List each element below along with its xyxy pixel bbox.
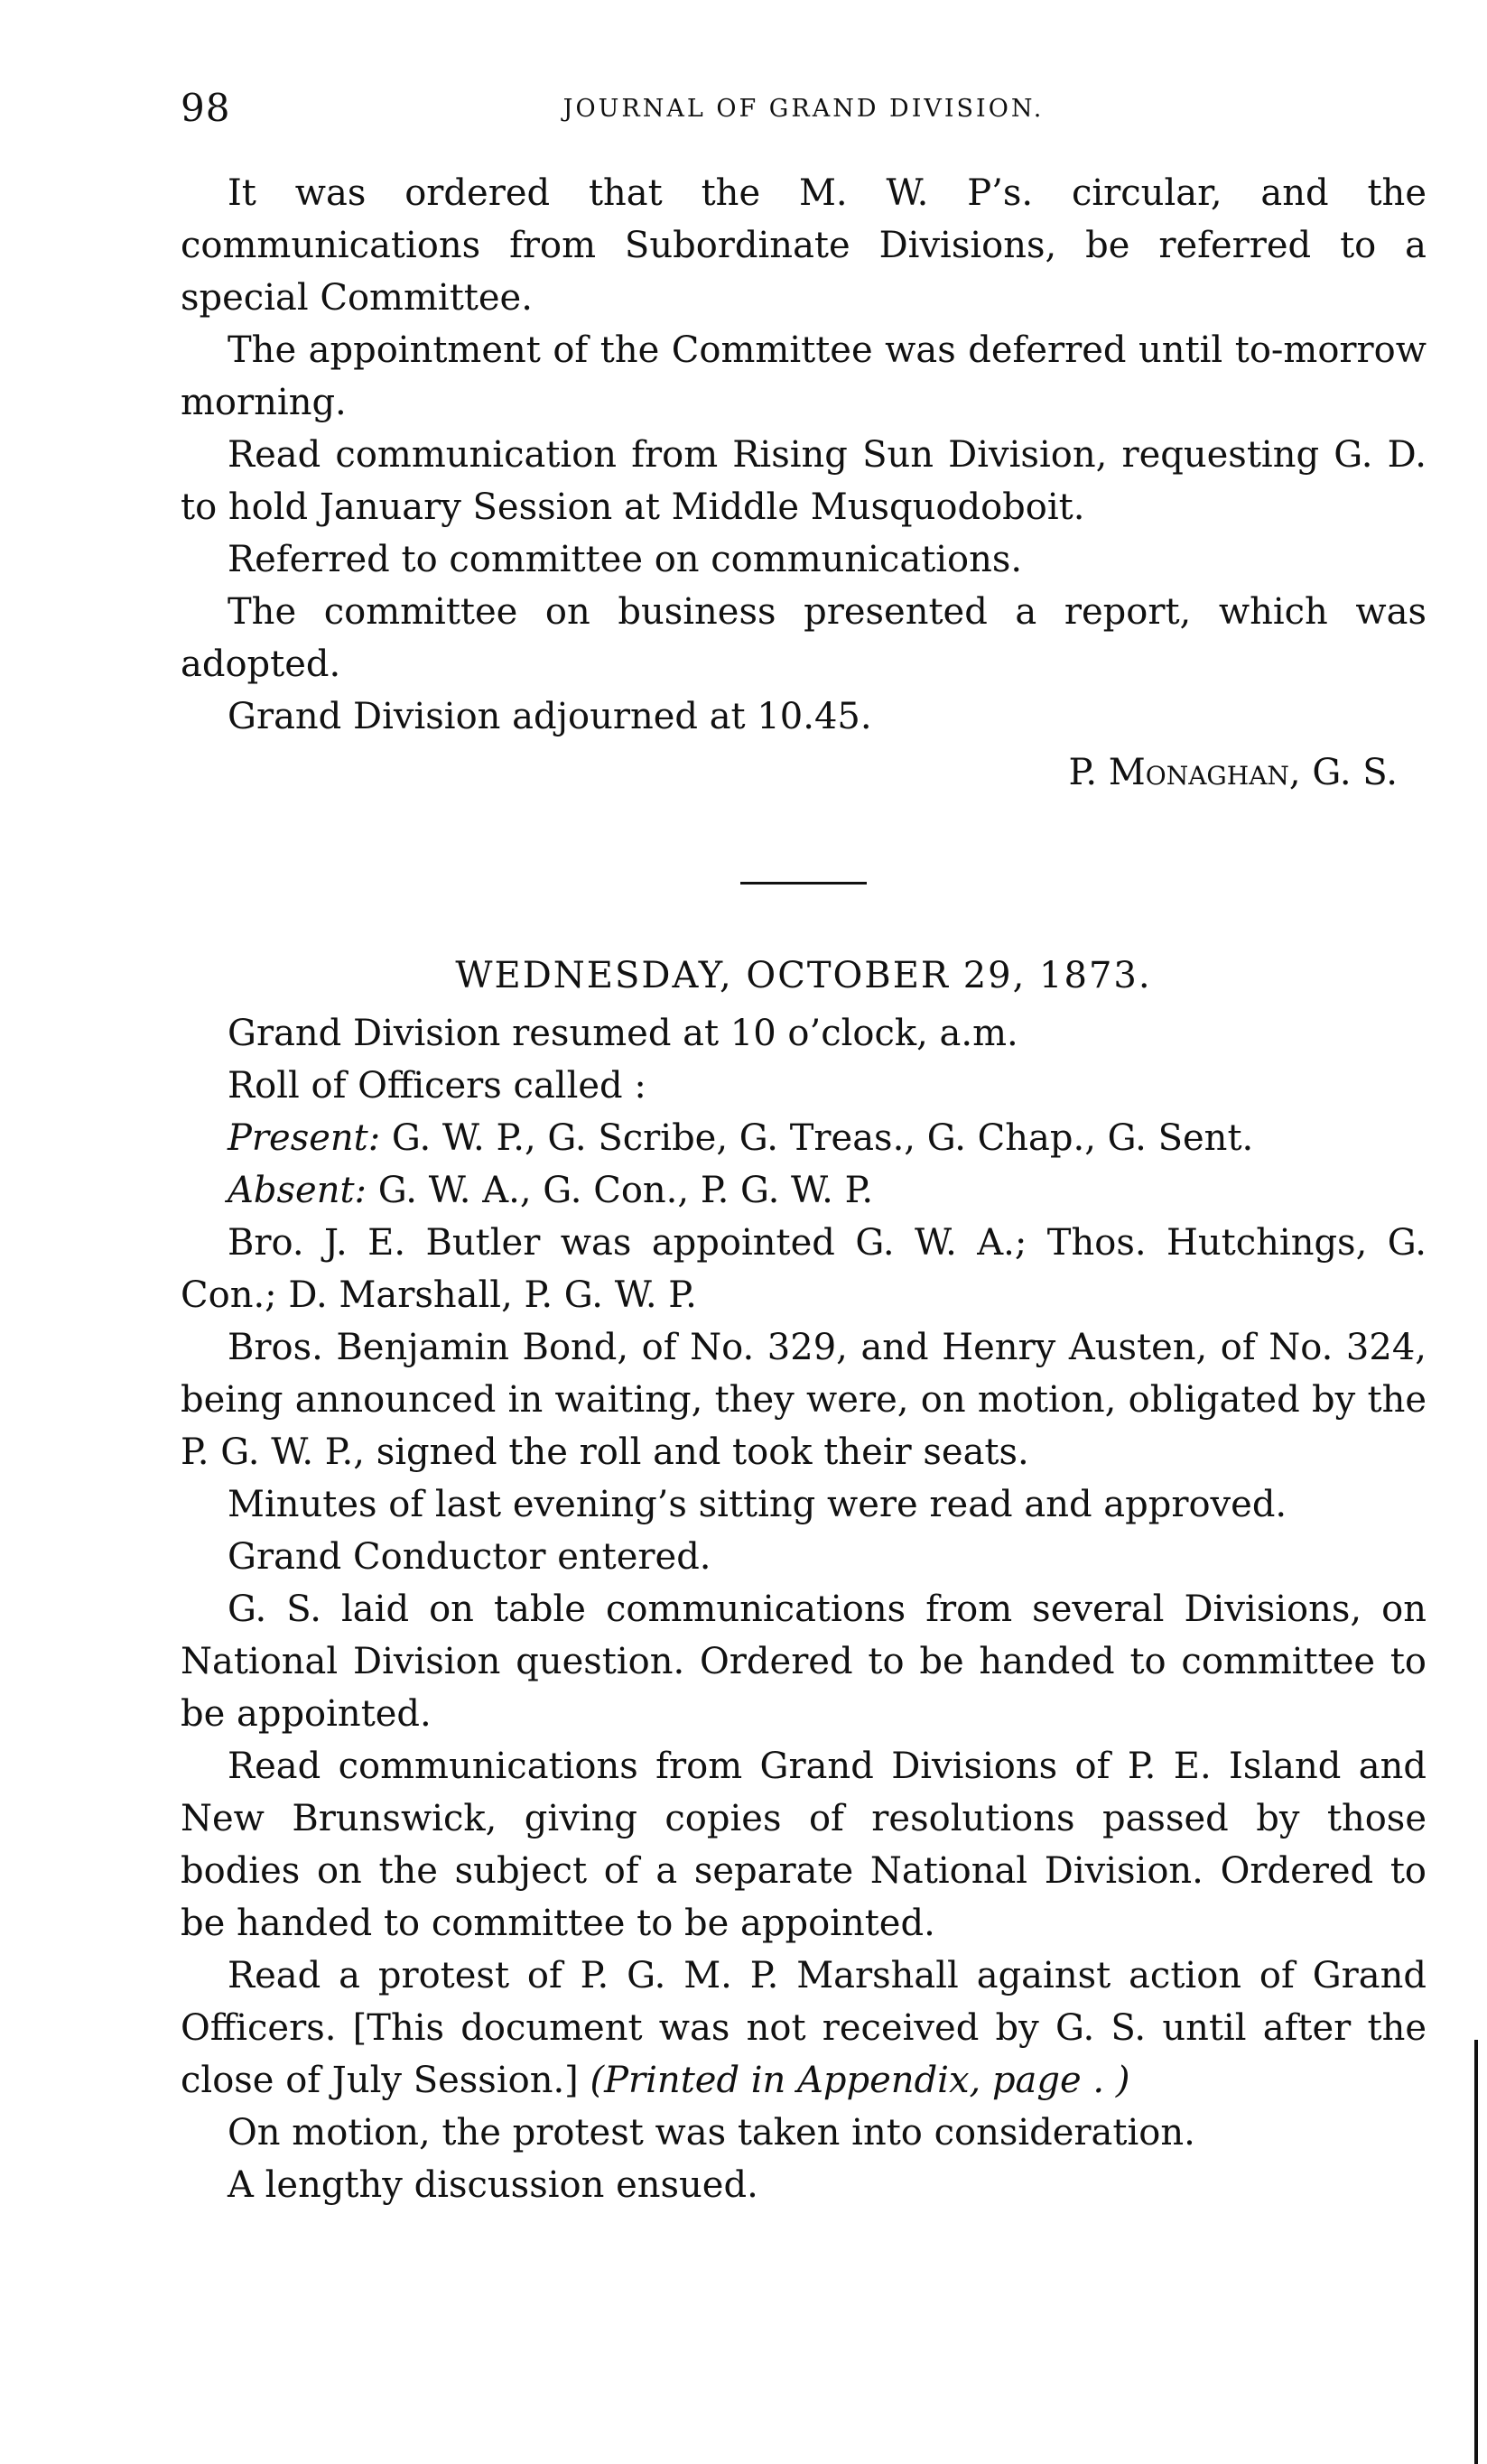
paragraph-roll-called: Roll of Officers called :: [228, 1065, 646, 1107]
paragraph-adjourned: Grand Division adjourned at 10.45.: [228, 696, 872, 737]
date-heading: WEDNESDAY, OCTOBER 29, 1873.: [455, 955, 1152, 996]
present-label: Present:: [228, 1117, 381, 1159]
journal-page: [181, 86, 1427, 2211]
signature-initial: P.: [1068, 752, 1109, 793]
running-head: [181, 86, 1427, 140]
paragraph-national-division: G. S. laid on table communications from several Divisions, on National Division question. Ordered to be handed to committee to be appointed.: [181, 1589, 1427, 1735]
journal-title: JOURNAL OF GRAND DIVISION.: [562, 95, 1045, 123]
margin-line: [1474, 2040, 1478, 2464]
paragraph-discussion: A lengthy discussion ensued.: [228, 2164, 758, 2206]
protest-text: Read a protest of P. G. M. P. Marshall against action of Grand Officers. [This document was not received by G. S. until after the close of July Session.]: [181, 1955, 1427, 2101]
paragraph-appointments: Bro. J. E. Butler was appointed G. W. A.; Thos. Hutchings, G. Con.; D. Marshall, P. G. W. P.: [181, 1222, 1427, 1316]
paragraph-business-report: The committee on business presented a report, which was adopted.: [181, 591, 1427, 685]
paragraph-obligated: Bros. Benjamin Bond, of No. 329, and Henry Austen, of No. 324, being announced in waiting, they were, on motion, obligated by the P. G. W. P., signed the roll and took their seats.: [181, 1327, 1427, 1473]
paragraph-absent: [181, 1164, 1427, 1217]
paragraph-conductor-entered: Grand Conductor entered.: [228, 1536, 711, 1578]
paragraph-resumed: Grand Division resumed at 10 o’clock, a.m.: [228, 1013, 1018, 1054]
paragraph-minutes-approved: Minutes of last evening’s sitting were read and approved.: [228, 1484, 1287, 1525]
absent-label: Absent:: [228, 1170, 367, 1211]
paragraph-protest: [181, 1950, 1427, 2107]
signature-title: , G. S.: [1288, 752, 1398, 793]
paragraph-circular-referral: It was ordered that the M. W. P’s. circular, and the communications from Subordinate Divisions, be referred to a special Committee.: [181, 172, 1427, 319]
secretary-signature: [181, 746, 1398, 799]
appendix-note: (Printed in Appendix, page . ): [590, 2060, 1130, 2101]
present-list: G. W. P., G. Scribe, G. Treas., G. Chap., G. Sent.: [380, 1117, 1254, 1159]
paragraph-committee-deferred: The appointment of the Committee was deferred until to-morrow morning.: [181, 329, 1427, 423]
paragraph-present: [181, 1112, 1427, 1164]
paragraph-pei-nb-resolutions: Read communications from Grand Divisions of P. E. Island and New Brunswick, giving copies of resolutions passed by those bodies on the subject of a separate National Division. Ordered to be handed to committee to be appointed.: [181, 1746, 1427, 1944]
absent-list: G. W. A., G. Con., P. G. W. P.: [367, 1170, 874, 1211]
paragraph-rising-sun-request: Read communication from Rising Sun Division, requesting G. D. to hold January Session at Middle Musquodoboit.: [181, 434, 1427, 528]
page-number: 98: [181, 86, 231, 130]
paragraph-protest-considered: On motion, the protest was taken into consideration.: [228, 2112, 1195, 2154]
section-divider: [740, 882, 867, 885]
signature-name: Monaghan: [1108, 752, 1289, 793]
paragraph-referred: Referred to committee on communications.: [228, 539, 1023, 580]
